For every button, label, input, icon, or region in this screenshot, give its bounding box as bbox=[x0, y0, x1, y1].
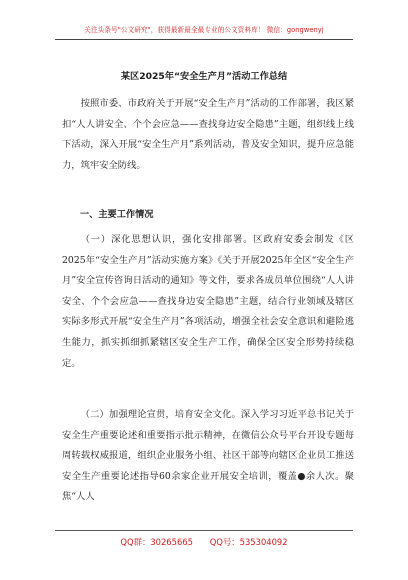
header-banner: 关注头条号"公文研究"，获得最新最全最专业的公文资料库！ 微信：gongwenyj bbox=[84, 26, 324, 34]
intro-text: 按照市委、市政府关于开展“安全生产月”活动的工作部署，我区紧扣“人人讲安全、个个会应急——查找身边安全隐患”主题，组织线上线下活动，深入开展“安全生产月”系列活动，普及安全知识，提升应急能力，筑牢安全防线。 bbox=[62, 98, 354, 171]
footer-contact: QQ群：30265665 QQ号：535304092 bbox=[120, 537, 288, 547]
header-divider bbox=[55, 39, 353, 40]
body-paragraph-2 bbox=[62, 405, 354, 508]
paragraph-1-text: （一）深化思想认识，强化安排部署。区政府安委会制发《区2025年“安全生产月”活动实施方案》《关于开展2025年全区“安全生产月”安全宣传咨询日活动的通知》等文件，要求各成员单位围绕“人人讲安全、个个会应急——查找身边安全隐患”主题，结合行业领域及辖区实际多形式开展“安全生产月”各项活动，增强全社会安全意识和避险逃生能力，抓实抓细抓紧辖区安全生产工作，确保全区安全形势持续稳定。 bbox=[62, 234, 354, 369]
section-heading: 一、主要工作情况 bbox=[80, 209, 154, 220]
paragraph-2-text: （二）加强理论宣贯，培育安全文化。深入学习习近平总书记关于安全生产重要论述和重要指示批示精神，在微信公众号平台开设专题每周转载权威报道，组织企业服务小组、社区干部等向辖区企业员工推送安全生产重要论述指导60余家企业开展安全培训，覆盖●余人次。聚焦“人人 bbox=[62, 409, 354, 503]
document-title: 某区2025年“安全生产月”活动工作总结 bbox=[120, 71, 288, 82]
footer-divider bbox=[55, 530, 353, 531]
intro-paragraph bbox=[62, 94, 354, 176]
body-paragraph-1 bbox=[62, 230, 354, 374]
